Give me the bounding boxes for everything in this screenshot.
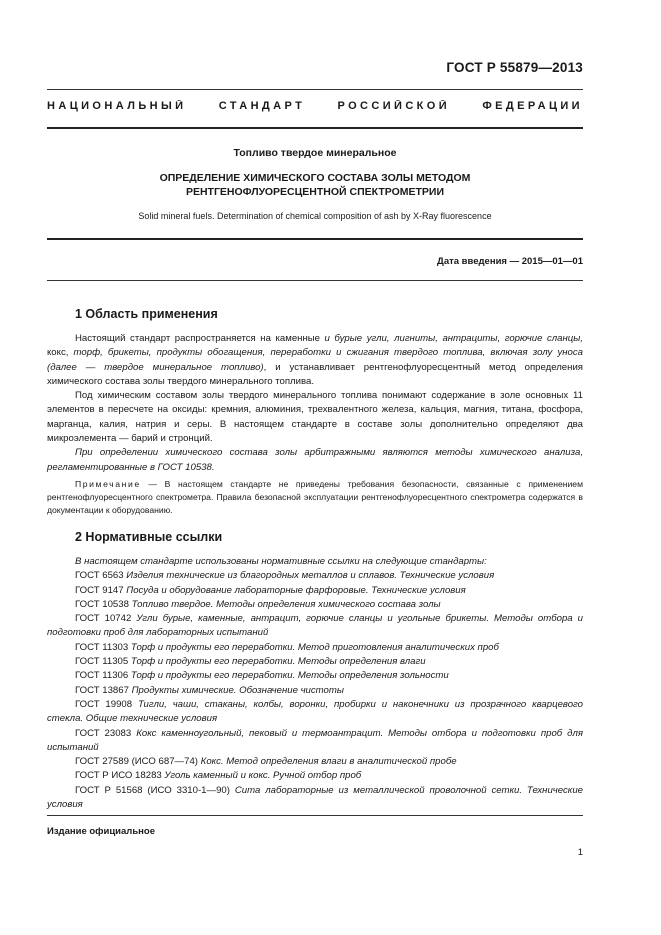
note-label: Примечание [75, 478, 141, 489]
reference-item [47, 727, 583, 756]
reference-title: Кокс каменноугольный, пековый и термоантрацит. Методы отбора и подготовки проб для испытаний [47, 727, 583, 753]
document-code: ГОСТ Р 55879—2013 [446, 60, 583, 75]
reference-title: Тигли, чаши, стаканы, колбы, воронки, пробирки и наконечники из прозрачного кварцевого стекла. Общие технические условия [47, 698, 583, 725]
reference-item [47, 584, 583, 598]
reference-item [47, 612, 583, 641]
scope-paragraph-3: При определении химического состава золы арбитражными являются методы химического анализа, регламентированные в ГОСТ 10538. [47, 447, 583, 473]
document-subtitle: Топливо твердое минеральное [233, 147, 397, 159]
official-edition-label: Издание официальное [47, 826, 155, 837]
scope-paragraph-1 [47, 332, 583, 389]
reference-code: ГОСТ 19908 [75, 698, 133, 710]
header-divider [47, 89, 583, 90]
reference-title: Кокс. Метод определения влаги в аналитической пробе [198, 756, 457, 768]
reference-code: ГОСТ 10742 [75, 613, 132, 625]
reference-code: ГОСТ 11305 [75, 656, 129, 668]
scope-note [47, 478, 583, 518]
scope-p1-part-a: Настоящий стандарт распространяется на каменные [75, 333, 325, 344]
english-title: Solid mineral fuels. Determination of chemical composition of ash by X-Ray fluorescence [138, 211, 492, 221]
reference-item [47, 784, 583, 813]
references-list [47, 569, 583, 812]
reference-item [47, 655, 583, 669]
scope-p1-part-c: кокс, [47, 347, 74, 359]
page-number: 1 [577, 847, 583, 858]
reference-code: ГОСТ 10538 [75, 598, 129, 610]
reference-code: ГОСТ 6563 [75, 570, 124, 582]
section-1-body [47, 332, 583, 518]
reference-code: ГОСТ Р 51568 (ИСО 3310-1—90) [75, 784, 230, 796]
reference-item [47, 755, 583, 769]
reference-code: ГОСТ 9147 [75, 584, 124, 596]
date-divider [47, 280, 583, 281]
document-title [47, 171, 583, 199]
reference-item [47, 598, 583, 612]
national-standard-banner: НАЦИОНАЛЬНЫЙ СТАНДАРТ РОССИЙСКОЙ ФЕДЕРАЦИИ [47, 100, 583, 112]
reference-code: ГОСТ 11306 [75, 670, 129, 682]
section-2-heading: 2 Нормативные ссылки [75, 530, 223, 544]
reference-title: Торф и продукты его переработки. Методы определения зольности [128, 670, 449, 682]
section-1-heading: 1 Область применения [75, 307, 218, 321]
reference-item [47, 769, 583, 783]
reference-title: Посуда и оборудование лабораторные фарфоровые. Технические условия [123, 584, 466, 596]
reference-item [47, 698, 583, 727]
reference-title: Уголь каменный и кокс. Ручной отбор проб [161, 770, 362, 782]
note-text: — В настоящем стандарте не приведены требования безопасности, связанные с применением рентгенофлуоресцентного спектрометра. Правила безопасной эксплуатации рентгенофлуоресцентного спектрометра содержатся в документации к оборудованию. [47, 478, 583, 516]
reference-code: ГОСТ Р ИСО 18283 [75, 770, 162, 782]
reference-title: Продукты химические. Обозначение чистоты [128, 684, 344, 696]
normative-references [47, 555, 583, 812]
document-title-line-2: РЕНТГЕНОФЛУОРЕСЦЕНТНОЙ СПЕКТРОМЕТРИИ [185, 186, 445, 198]
reference-code: ГОСТ 11303 [75, 641, 129, 653]
introduction-date: Дата введения — 2015—01—01 [437, 256, 583, 267]
scope-p1-part-b: и бурые угли, лигниты, антрациты, горючие сланцы, [324, 333, 584, 344]
reference-item [47, 669, 583, 683]
document-title-line-1: ОПРЕДЕЛЕНИЕ ХИМИЧЕСКОГО СОСТАВА ЗОЛЫ МЕТОДОМ [159, 172, 471, 184]
reference-item [47, 684, 583, 698]
reference-code: ГОСТ 27589 (ИСО 687—74) [75, 756, 198, 768]
footer-divider [47, 815, 583, 816]
reference-item [47, 641, 583, 655]
reference-title: Изделия технические из благородных металлов и сплавов. Технические условия [123, 570, 495, 582]
reference-title: Сита лабораторные из металлической проволочной сетки. Технические условия [47, 784, 583, 811]
reference-title: Торф и продукты его переработки. Методы определения влаги [128, 656, 426, 668]
reference-title: Торф и продукты его переработки. Метод приготовления аналитических проб [128, 641, 499, 653]
reference-item [47, 569, 583, 583]
scope-paragraph-2: Под химическим составом золы твердого минерального топлива понимают содержание в золе основных 11 элементов в пересчете на оксиды: кремния, алюминия, трехвалентного железа, кальция, магния, титана, фосфора, марганца, калия, натрия и серы. В настоящем стандарте в составе золы дополнительно определяют два микроэлемента — барий и стронций. [47, 390, 583, 445]
reference-title: Угли бурые, каменные, антрацит, горючие сланцы и угольные брикеты. Методы отбора и подготовки проб для лабораторных испытаний [47, 613, 584, 639]
title-divider-bottom [47, 238, 583, 240]
scope-p1-part-e: , и устанавливает рентгенофлуоресцентный метод определения химического состава золы твердого минерального топлива. [47, 361, 583, 387]
title-divider-top [47, 127, 583, 129]
reference-title: Топливо твердое. Методы определения химического состава золы [128, 598, 441, 610]
references-intro: В настоящем стандарте использованы нормативные ссылки на следующие стандарты: [75, 556, 487, 567]
reference-code: ГОСТ 13867 [75, 684, 129, 696]
scope-p1-part-d: торф, брикеты, продукты обогащения, переработки и сжигания твердого топлива, включая золу уноса (далее — твердое минеральное топливо) [47, 347, 583, 373]
reference-code: ГОСТ 23083 [75, 727, 132, 739]
